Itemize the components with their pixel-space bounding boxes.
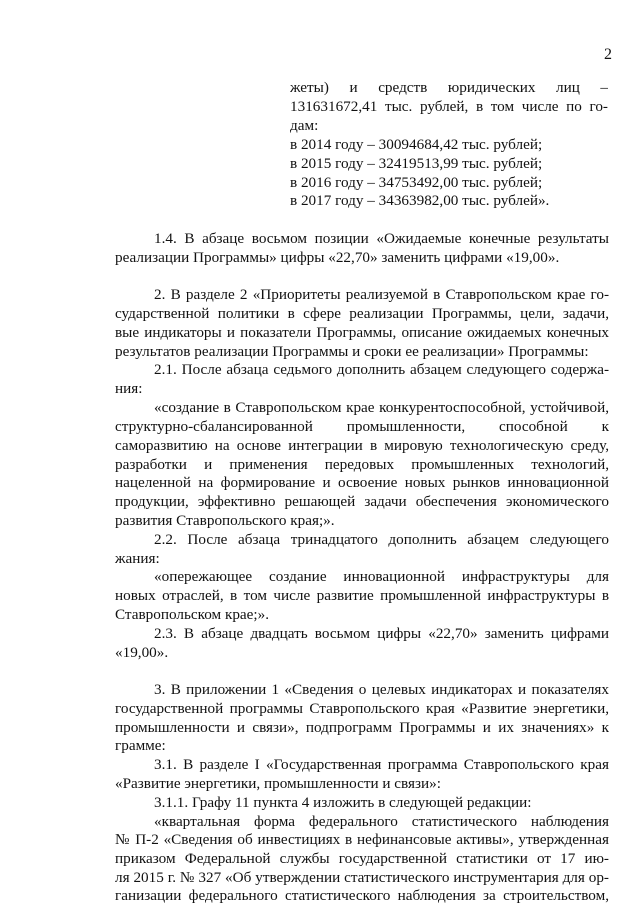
text-line: 2.1. После абзаца седьмого дополнить абзацем следующего содержа-: [154, 361, 609, 378]
text-line: вые индикаторы и показатели Программы, описание ожидаемых конечных: [115, 324, 609, 341]
text-line: жеты) и средств юридических лиц –: [290, 79, 608, 96]
text-line: структурно-сбалансированной промышленности, способной к: [115, 418, 609, 435]
text-line: 2.3. В абзаце двадцать восьмом цифры «22,70» заменить цифрами: [154, 625, 609, 642]
text-line: сударственной политики в сфере реализации Программы, цели, задачи,: [115, 305, 609, 322]
text-line: в 2017 году – 34363982,00 тыс. рублей».: [290, 192, 550, 209]
text-line: развития Ставропольского края;».: [115, 512, 335, 529]
text-line: дам:: [290, 117, 319, 134]
text-line: «опережающее создание инновационной инфраструктуры для: [154, 568, 609, 585]
text-line: продукции, эффективно решающей задачи обеспечения экономического: [115, 493, 609, 510]
text-line: 2.2. После абзаца тринадцатого дополнить абзацем следующего: [154, 531, 609, 548]
text-line: ния:: [115, 380, 143, 397]
text-line: результатов реализации Программы и сроки ее реализации» Программы:: [115, 343, 589, 360]
text-line: саморазвитию на основе интеграции в мировую технологическую среду,: [115, 437, 609, 454]
text-line: в 2016 году – 34753492,00 тыс. рублей;: [290, 174, 543, 191]
text-line: ля 2015 г. № 327 «Об утверждении статистического инструментария для ор-: [115, 869, 609, 886]
text-line: реализации Программы» цифры «22,70» заменить цифрами «19,00».: [115, 249, 560, 266]
text-line: 1.4. В абзаце восьмом позиции «Ожидаемые конечные результаты: [154, 230, 609, 247]
text-line: «квартальная форма федерального статистического наблюдения: [154, 813, 609, 830]
text-line: 3.1.1. Графу 11 пункта 4 изложить в следующей редакции:: [154, 794, 532, 811]
text-line: новых отраслей, в том числе развитие промышленной инфраструктуры в: [115, 587, 609, 604]
page-number: 2: [604, 46, 612, 63]
text-line: 3. В приложении 1 «Сведения о целевых индикаторах и показателях: [154, 681, 609, 698]
text-line: в 2014 году – 30094684,42 тыс. рублей;: [290, 136, 543, 153]
text-line: в 2015 году – 32419513,99 тыс. рублей;: [290, 155, 543, 172]
text-line: нацеленной на формирование и освоение новых рынков инновационной: [115, 474, 609, 491]
text-line: 3.1. В разделе I «Государственная программа Ставропольского края: [154, 756, 609, 773]
text-line: государственной программы Ставропольского края «Развитие энергетики,: [115, 700, 609, 717]
text-line: разработки и применения передовых промышленных технологий,: [115, 456, 609, 473]
text-line: промышленности и связи», подпрограмм Программы и их значениях» к: [115, 719, 609, 736]
text-line: ганизации федерального статистического наблюдения за строительством,: [115, 887, 609, 904]
text-line: «Развитие энергетики, промышленности и связи»:: [115, 775, 441, 792]
text-line: 131631672,41 тыс. рублей, в том числе по го-: [290, 98, 608, 115]
text-line: «создание в Ставропольском крае конкурентоспособной, устойчивой,: [154, 399, 609, 416]
text-line: 2. В разделе 2 «Приоритеты реализуемой в Ставропольском крае го-: [154, 286, 609, 303]
text-line: жания:: [115, 550, 160, 567]
text-line: Ставропольском крае;».: [115, 606, 270, 623]
text-line: «19,00».: [115, 644, 169, 661]
text-line: приказом Федеральной службы государственной статистики от 17 ию-: [115, 850, 609, 867]
text-line: грамме:: [115, 737, 166, 754]
text-line: № П-2 «Сведения об инвестициях в нефинансовые активы», утвержденная: [115, 831, 609, 848]
